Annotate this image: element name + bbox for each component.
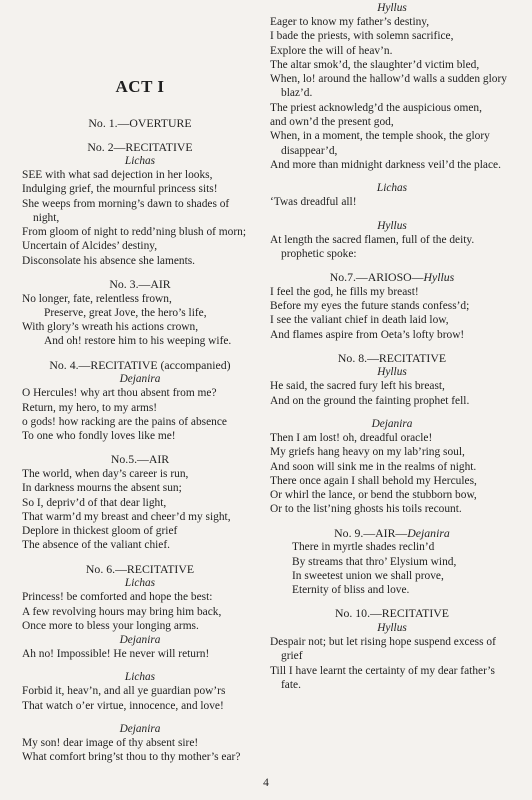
stanza-gap [22,443,258,452]
verse-line: The world, when day’s career is run, [22,467,189,480]
verse-line: When, lo! around the hallow’d walls a sudden glory blaz’d. [270,73,507,100]
number-heading [270,526,514,541]
verse-line: In sweetest union we shall prove, [292,569,444,582]
number-heading [22,358,258,373]
number-heading [22,452,258,467]
number-heading-text: No.7.—ARIOSO— [329,270,424,285]
verse-line: When, in a moment, the temple shook, the glory disappear’d, [270,130,490,157]
stanza-gap [22,553,258,562]
verse-line: In darkness mourns the absent sun; [22,482,182,495]
stanza-gap [22,713,258,722]
verse-line: Deplore in thickest gloom of grief [22,525,178,538]
verse-line: Ah no! Impossible! He never will return! [22,648,210,661]
number-heading-text: No. 9.—AIR— [334,525,408,540]
verse-line: Despair not; but let rising hope suspend excess of grief [270,635,496,663]
verse-line: Or to the list’ning ghosts his toils recount. [270,503,462,516]
verse-line: Indulging grief, the mournful princess sits! [22,183,218,196]
verse-line: Forbid it, heav’n, and all ye guardian pow’rs [22,685,226,698]
verse-line: Before my eyes the future stands confess’d; [270,299,470,312]
verse-line: There once again I shall behold my Hercules, [270,474,477,487]
number-heading-text: No. 10.—RECITATIVE [334,606,450,621]
verse-line: The absence of the valiant chief. [22,539,171,552]
number-heading [270,606,514,621]
verse-line: There in myrtle shades reclin’d [292,541,435,554]
verse-line: Then I am lost! oh, dreadful oracle! [270,431,433,444]
speaker-name: Hyllus [377,2,407,14]
verse-line: My son! dear image of thy absent sire! [22,737,199,750]
stanza-gap [22,661,258,670]
verse-line: Or whirl the lance, or bend the stubborn bow, [270,489,477,502]
stanza-gap [270,210,514,219]
number-heading-text: No. 8.—RECITATIVE [337,350,447,365]
left-column [22,0,258,765]
heading-speaker: Dejanira [407,525,450,540]
act-title: ACT I [115,77,165,96]
page-number: 4 [263,777,269,789]
speaker-name: Lichas [124,671,156,684]
verse-line: And on the ground the fainting prophet fell. [270,394,470,407]
number-heading-text: No. 6.—RECITATIVE [85,561,195,576]
number-heading [270,351,514,366]
stanza-gap [22,131,258,140]
heading-speaker: Hyllus [423,270,455,285]
verse-line: And flames aspire from Oeta’s lofty brow! [270,328,465,341]
stanza-gap [270,597,514,606]
stanza-gap [270,342,514,351]
stanza-gap [270,261,514,270]
verse-line: I bade the priests, with solemn sacrifice, [270,30,454,43]
verse-line: That watch o’er virtue, innocence, and love! [22,699,224,712]
verse-line: What comfort bring’st thou to thy mother’s ear? [22,751,241,764]
number-heading [22,277,258,292]
verse-line: Once more to bless your longing arms. [22,619,199,632]
verse-line: Uncertain of Alcides’ destiny, [22,240,158,253]
verse-line: With glory’s wreath his actions crown, [22,321,199,334]
number-heading [22,140,258,155]
number-heading-text: No.5.—AIR [110,452,170,467]
verse-line: And soon will sink me in the realms of night. [270,460,477,473]
verse-line: Disconsolate his absence she laments. [22,254,196,267]
right-column [270,0,514,692]
number-heading [22,562,258,577]
speaker-name: Dejanira [119,723,161,736]
number-heading-text: No. 3.—AIR [109,277,171,292]
verse-line: SEE with what sad dejection in her looks, [22,169,213,181]
speaker-name: Hyllus [377,219,407,232]
number-heading [22,116,258,131]
speaker-name: Lichas [376,182,408,195]
verse-line: Explore the will of heav’n. [270,44,393,57]
verse-line: I see the valiant chief in death laid low, [270,314,449,327]
verse-line: At length the sacred flamen, full of the deity. prophetic spoke: [270,233,475,260]
number-heading-text: No. 2—RECITATIVE [87,139,193,154]
verse-line: Preserve, great Jove, the hero’s life, [44,306,207,319]
speaker-name: Dejanira [371,417,413,430]
verse-line: The altar smok’d, the slaughter’d victim bled, [270,58,480,71]
verse-line: So I, depriv’d of that dear light, [22,496,167,509]
verse-line: Till I have learnt the certainty of my dear father’s fate. [270,664,495,691]
stanza-gap [22,268,258,277]
verse-line: That warm’d my breast and cheer’d my sight, [22,510,231,523]
speaker-name: Hyllus [377,366,407,379]
verse-line: The priest acknowledg’d the auspicious omen, [270,101,482,114]
number-heading-text: No. 4.—RECITATIVE (accompanied) [49,357,231,372]
verse-line: o gods! how racking are the pains of absence [22,415,227,428]
speaker-name: Lichas [124,155,156,167]
speaker-name: Dejanira [119,634,161,647]
verse-line: ‘Twas dreadful all! [270,196,357,209]
verse-line: Princess! be comforted and hope the best: [22,591,213,604]
speaker-name: Hyllus [377,621,407,634]
verse-line: No longer, fate, relentless frown, [22,292,172,305]
verse-line: My griefs hang heavy on my lab’ring soul, [270,446,465,459]
verse-line: He said, the sacred fury left his breast, [270,380,445,393]
verse-line: And oh! restore him to his weeping wife. [44,335,232,348]
stanza-gap [270,172,514,181]
speaker-name: Dejanira [119,373,161,386]
verse-line: And more than midnight darkness veil’d the place. [270,158,501,171]
verse-line: To one who fondly loves like me! [22,430,176,443]
verse-line: and own’d the present god, [270,116,394,129]
verse-line: Eternity of bliss and love. [292,584,410,597]
stanza-gap [22,349,258,358]
verse-line: From gloom of night to redd’ning blush of morn; [22,226,247,239]
speaker-name: Lichas [124,577,156,590]
stanza-gap [270,408,514,417]
verse-line: O Hercules! why art thou absent from me? [22,387,217,400]
verse-line: By streams that thro’ Elysium wind, [292,555,457,568]
stanza-gap [270,517,514,526]
verse-line: I feel the god, he fills my breast! [270,285,419,298]
number-heading [270,270,514,285]
number-heading-text: No. 1.—OVERTURE [88,116,192,130]
verse-line: She weeps from morning’s dawn to shades of night, [22,197,230,224]
verse-line: Return, my hero, to my arms! [22,401,158,414]
verse-line: A few revolving hours may bring him back, [22,605,222,618]
verse-line: Eager to know my father’s destiny, [270,16,430,28]
